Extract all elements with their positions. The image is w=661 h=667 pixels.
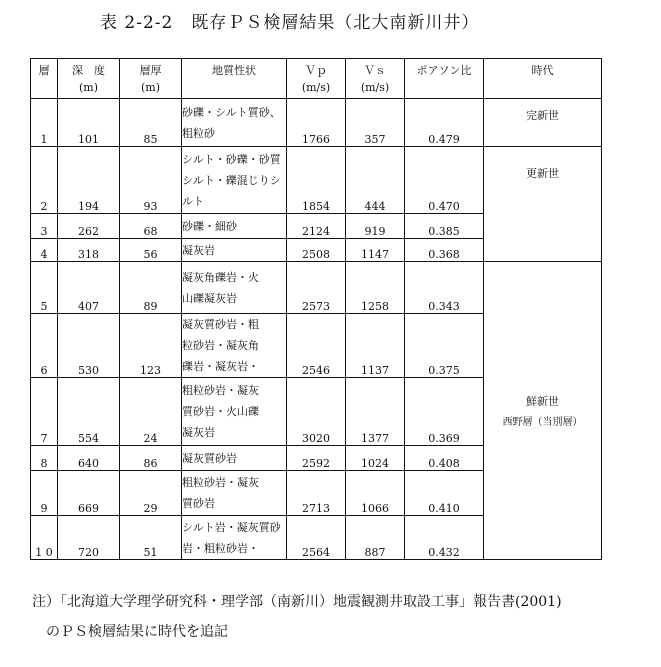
cell-vs: 1137 bbox=[346, 314, 405, 378]
cell-lithology: 凝灰質砂岩・粗 粒砂岩・凝灰角 礫岩・凝灰岩・ bbox=[182, 314, 287, 378]
cell-layer: 4 bbox=[31, 239, 58, 262]
cell-thickness: 29 bbox=[120, 471, 182, 516]
cell-layer: 2 bbox=[31, 147, 58, 214]
era-pliocene-formation: 西野層（当別層） bbox=[502, 417, 583, 428]
cell-vp: 2124 bbox=[287, 214, 346, 239]
cell-vp: 2546 bbox=[287, 314, 346, 378]
cell-depth: 530 bbox=[58, 314, 120, 378]
footnote bbox=[32, 587, 562, 647]
cell-vp: 2564 bbox=[287, 516, 346, 560]
cell-vp: 2592 bbox=[287, 446, 346, 471]
cell-vs: 1258 bbox=[346, 262, 405, 314]
footnote-line-2: のＰＳ検層結果に時代を追記 bbox=[32, 624, 228, 640]
cell-lithology: 凝灰岩 bbox=[182, 239, 287, 262]
cell-lithology: 凝灰質砂岩 bbox=[182, 446, 287, 471]
cell-vs: 919 bbox=[346, 214, 405, 239]
cell-vp: 1854 bbox=[287, 147, 346, 214]
cell-poisson: 0.410 bbox=[405, 471, 484, 516]
cell-vs: 1147 bbox=[346, 239, 405, 262]
cell-thickness: 89 bbox=[120, 262, 182, 314]
cell-layer: 1 0 bbox=[31, 516, 58, 560]
header-era: 時代 bbox=[484, 59, 602, 99]
cell-poisson: 0.479 bbox=[405, 99, 484, 147]
cell-poisson: 0.432 bbox=[405, 516, 484, 560]
cell-poisson: 0.369 bbox=[405, 378, 484, 446]
cell-vs: 1024 bbox=[346, 446, 405, 471]
cell-thickness: 93 bbox=[120, 147, 182, 214]
cell-depth: 101 bbox=[58, 99, 120, 147]
cell-depth: 262 bbox=[58, 214, 120, 239]
header-poisson: ポアソン比 bbox=[405, 59, 484, 99]
cell-lithology: 粗粒砂岩・凝灰 質砂岩 bbox=[182, 471, 287, 516]
cell-lithology: 粗粒砂岩・凝灰 質砂岩・火山礫 凝灰岩 bbox=[182, 378, 287, 446]
cell-layer: 8 bbox=[31, 446, 58, 471]
cell-thickness: 24 bbox=[120, 378, 182, 446]
cell-vp: 3020 bbox=[287, 378, 346, 446]
cell-layer: 6 bbox=[31, 314, 58, 378]
cell-depth: 194 bbox=[58, 147, 120, 214]
era-pliocene-name: 鮮新世 bbox=[526, 395, 559, 408]
cell-lithology: シルト・砂礫・砂質 シルト・礫混じりシ ルト bbox=[182, 147, 287, 214]
era-pleistocene: 更新世 bbox=[484, 147, 602, 262]
cell-depth: 720 bbox=[58, 516, 120, 560]
cell-thickness: 86 bbox=[120, 446, 182, 471]
table-row bbox=[31, 147, 602, 214]
cell-vp: 2713 bbox=[287, 471, 346, 516]
cell-vp: 2508 bbox=[287, 239, 346, 262]
table-row bbox=[31, 99, 602, 147]
cell-poisson: 0.470 bbox=[405, 147, 484, 214]
cell-poisson: 0.408 bbox=[405, 446, 484, 471]
cell-vp: 2573 bbox=[287, 262, 346, 314]
cell-poisson: 0.385 bbox=[405, 214, 484, 239]
cell-depth: 407 bbox=[58, 262, 120, 314]
table-row bbox=[31, 262, 602, 314]
cell-layer: 3 bbox=[31, 214, 58, 239]
cell-thickness: 68 bbox=[120, 214, 182, 239]
cell-lithology: シルト岩・凝灰質砂 岩・粗粒砂岩・ bbox=[182, 516, 287, 560]
header-lithology: 地質性状 bbox=[182, 59, 287, 99]
cell-layer: 5 bbox=[31, 262, 58, 314]
cell-layer: 1 bbox=[31, 99, 58, 147]
cell-thickness: 85 bbox=[120, 99, 182, 147]
cell-layer: 9 bbox=[31, 471, 58, 516]
header-depth: 深 度 (m) bbox=[58, 59, 120, 99]
header-row bbox=[31, 59, 602, 99]
cell-layer: 7 bbox=[31, 378, 58, 446]
header-vs: Ｖｓ (m/s) bbox=[346, 59, 405, 99]
cell-vs: 887 bbox=[346, 516, 405, 560]
era-holocene: 完新世 bbox=[484, 99, 602, 147]
table-title: 表 2-2-2 既存ＰＳ検層結果（北大南新川井） bbox=[100, 13, 480, 33]
header-vp: Ｖｐ (m/s) bbox=[287, 59, 346, 99]
cell-thickness: 56 bbox=[120, 239, 182, 262]
cell-depth: 640 bbox=[58, 446, 120, 471]
cell-depth: 554 bbox=[58, 378, 120, 446]
cell-depth: 669 bbox=[58, 471, 120, 516]
era-pliocene bbox=[484, 262, 602, 560]
cell-thickness: 51 bbox=[120, 516, 182, 560]
cell-lithology: 凝灰角礫岩・火 山礫凝灰岩 bbox=[182, 262, 287, 314]
ps-logging-table bbox=[30, 58, 602, 560]
header-layer: 層 bbox=[31, 59, 58, 99]
cell-poisson: 0.368 bbox=[405, 239, 484, 262]
cell-vs: 444 bbox=[346, 147, 405, 214]
cell-vs: 357 bbox=[346, 99, 405, 147]
cell-poisson: 0.375 bbox=[405, 314, 484, 378]
cell-lithology: 砂礫・細砂 bbox=[182, 214, 287, 239]
cell-thickness: 123 bbox=[120, 314, 182, 378]
cell-lithology: 砂礫・シルト質砂、 粗粒砂 bbox=[182, 99, 287, 147]
footnote-line-1: 注）「北海道大学理学研究科・理学部（南新川）地震観測井取設工事」報告書(2001) bbox=[32, 594, 562, 610]
header-thickness: 層厚 (m) bbox=[120, 59, 182, 99]
cell-vs: 1377 bbox=[346, 378, 405, 446]
cell-vs: 1066 bbox=[346, 471, 405, 516]
cell-vp: 1766 bbox=[287, 99, 346, 147]
cell-depth: 318 bbox=[58, 239, 120, 262]
cell-poisson: 0.343 bbox=[405, 262, 484, 314]
